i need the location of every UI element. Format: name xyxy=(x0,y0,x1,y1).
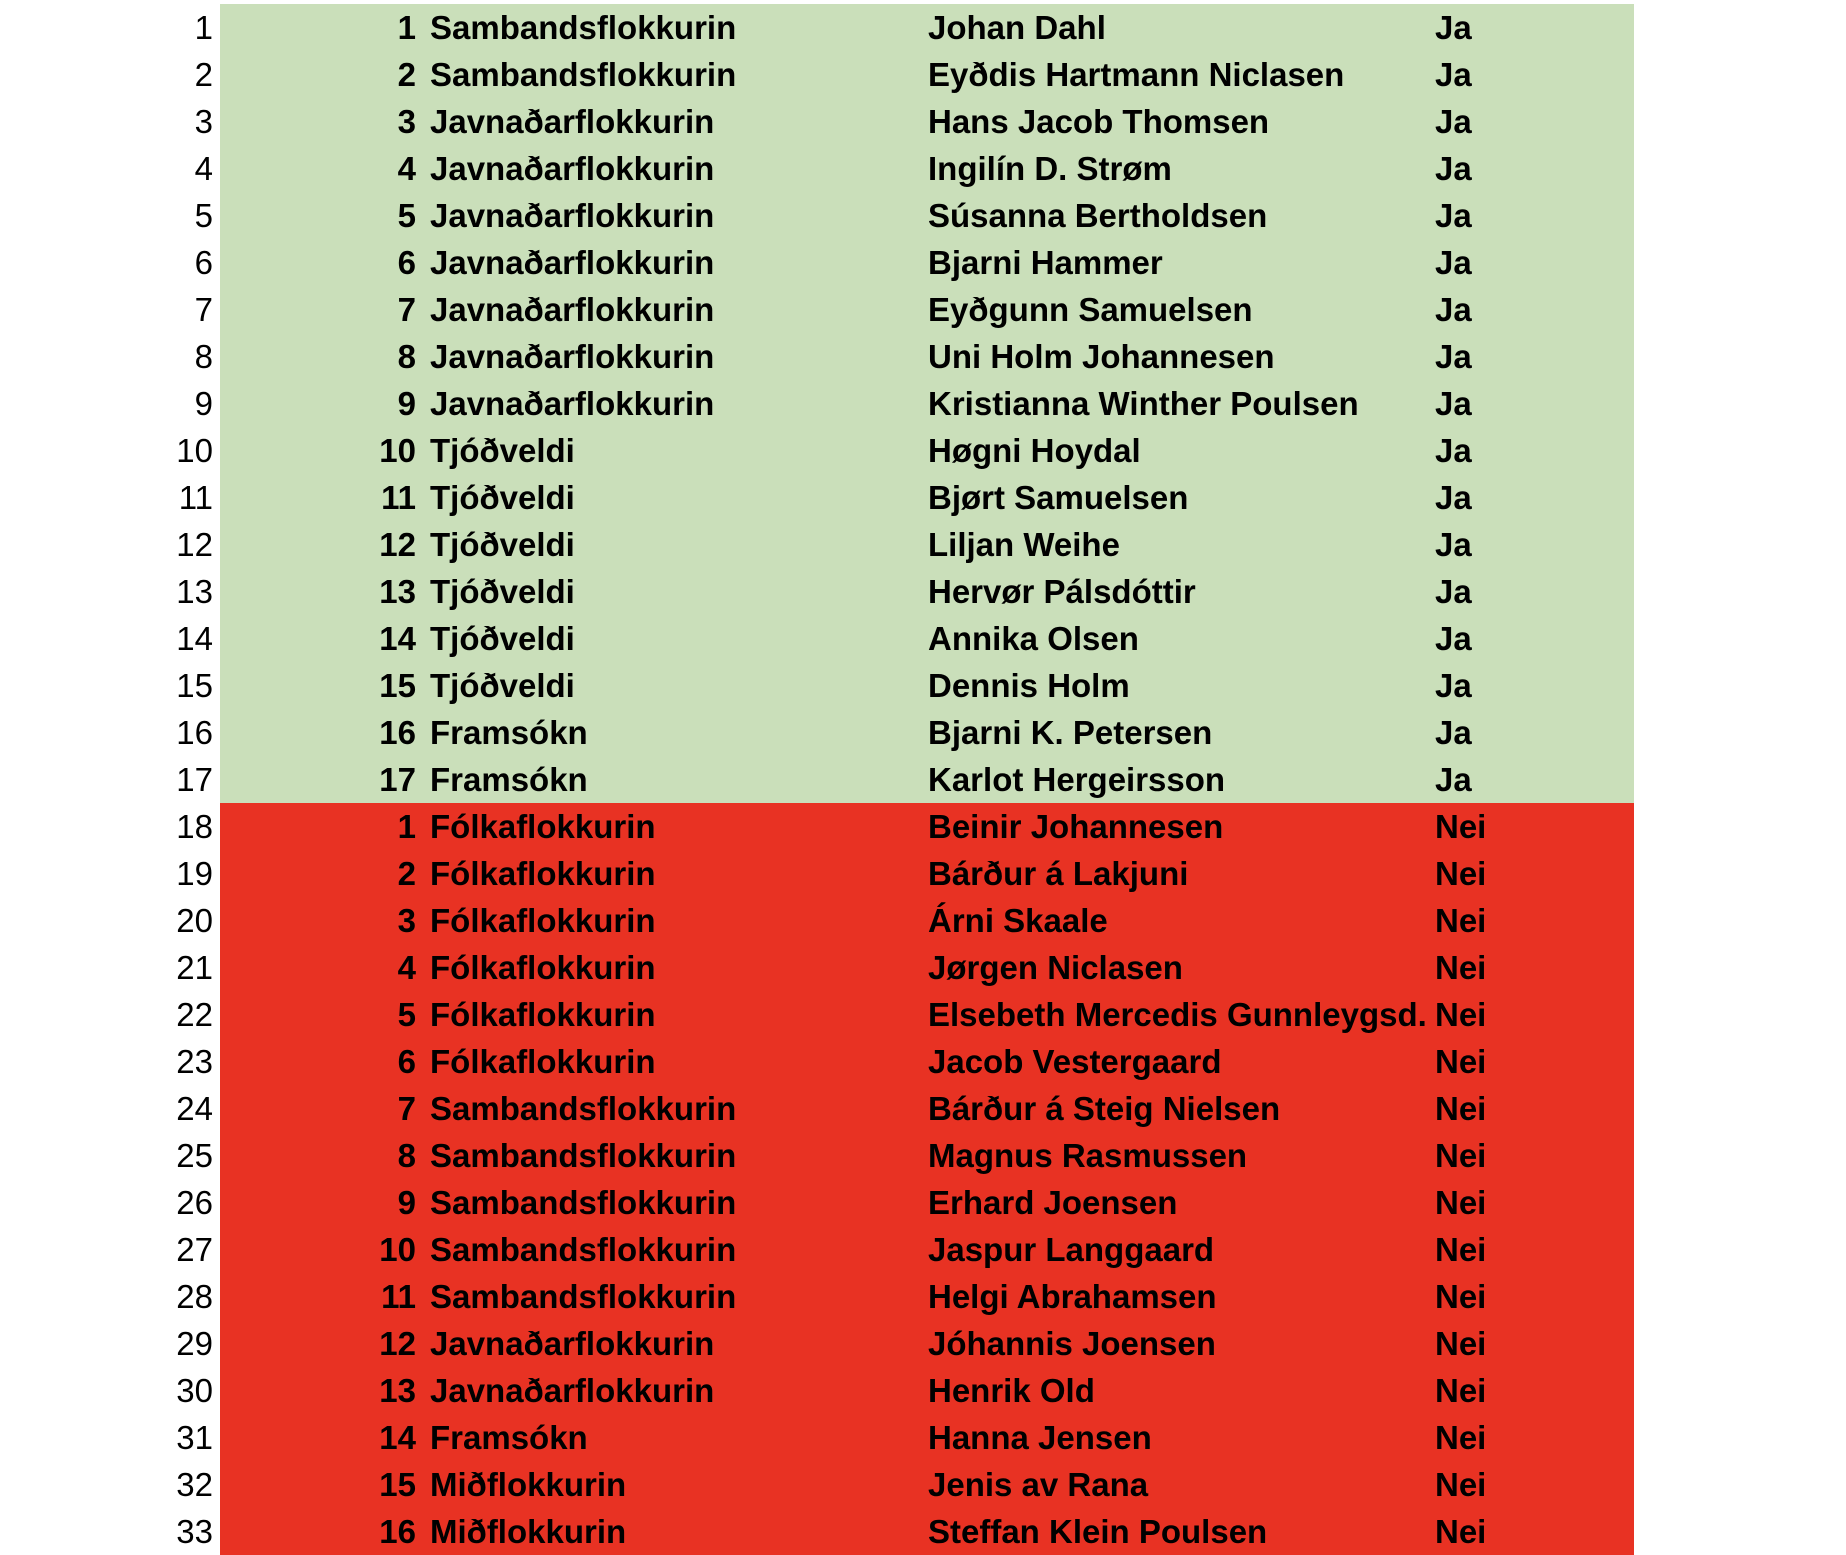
vote-cell: Nei xyxy=(1435,855,1487,892)
party-cell: Framsókn xyxy=(430,714,588,751)
table-row xyxy=(0,944,1846,991)
row-number: 16 xyxy=(176,714,213,751)
table-row xyxy=(0,1461,1846,1508)
rank-cell: 1 xyxy=(397,9,416,46)
party-cell: Tjóðveldi xyxy=(430,479,575,516)
rank-cell: 16 xyxy=(379,1513,416,1550)
row-number: 29 xyxy=(176,1325,213,1362)
row-number: 6 xyxy=(194,244,213,281)
rank-cell: 6 xyxy=(397,244,416,281)
vote-cell: Nei xyxy=(1435,1419,1487,1456)
table-row xyxy=(0,286,1846,333)
rank-cell: 5 xyxy=(397,996,416,1033)
vote-cell: Ja xyxy=(1435,714,1472,751)
table-row xyxy=(0,803,1846,850)
party-cell: Miðflokkurin xyxy=(430,1466,627,1503)
party-cell: Sambandsflokkurin xyxy=(430,1231,737,1268)
name-cell: Karlot Hergeirsson xyxy=(928,761,1226,798)
party-cell: Javnaðarflokkurin xyxy=(430,1372,715,1409)
rank-cell: 8 xyxy=(397,338,416,375)
name-cell: Jóhannis Joensen xyxy=(928,1325,1216,1362)
rank-cell: 16 xyxy=(379,714,416,751)
rank-cell: 15 xyxy=(379,1466,416,1503)
row-number: 22 xyxy=(176,996,213,1033)
name-cell: Beinir Johannesen xyxy=(928,808,1224,845)
rank-cell: 1 xyxy=(397,808,416,845)
table-row xyxy=(0,615,1846,662)
rank-cell: 7 xyxy=(397,1090,416,1127)
party-cell: Javnaðarflokkurin xyxy=(430,103,715,140)
party-cell: Tjóðveldi xyxy=(430,620,575,657)
name-cell: Magnus Rasmussen xyxy=(928,1137,1248,1174)
rank-cell: 3 xyxy=(397,103,416,140)
party-cell: Tjóðveldi xyxy=(430,667,575,704)
name-cell: Erhard Joensen xyxy=(928,1184,1178,1221)
name-cell: Liljan Weihe xyxy=(928,526,1120,563)
rank-cell: 12 xyxy=(379,1325,416,1362)
row-number: 23 xyxy=(176,1043,213,1080)
party-cell: Sambandsflokkurin xyxy=(430,1090,737,1127)
table-row xyxy=(0,1038,1846,1085)
table-row xyxy=(0,521,1846,568)
rank-cell: 10 xyxy=(379,432,416,469)
rank-cell: 11 xyxy=(381,479,416,516)
name-cell: Jørgen Niclasen xyxy=(928,949,1183,986)
rank-cell: 10 xyxy=(379,1231,416,1268)
row-number: 1 xyxy=(194,9,213,46)
vote-cell: Ja xyxy=(1435,573,1472,610)
party-cell: Fólkaflokkurin xyxy=(430,949,656,986)
table-row xyxy=(0,662,1846,709)
rank-cell: 12 xyxy=(379,526,416,563)
vote-cell: Nei xyxy=(1435,808,1487,845)
rank-cell: 14 xyxy=(379,620,416,657)
table-row xyxy=(0,1226,1846,1273)
name-cell: Árni Skaale xyxy=(928,902,1108,939)
name-cell: Eyðdis Hartmann Niclasen xyxy=(928,56,1345,93)
name-cell: Súsanna Bertholdsen xyxy=(928,197,1268,234)
table-row xyxy=(0,192,1846,239)
party-cell: Fólkaflokkurin xyxy=(430,996,656,1033)
table-row xyxy=(0,897,1846,944)
name-cell: Kristianna Winther Poulsen xyxy=(928,385,1359,422)
table-row xyxy=(0,427,1846,474)
table-row xyxy=(0,850,1846,897)
name-cell: Steffan Klein Poulsen xyxy=(928,1513,1268,1550)
row-number: 30 xyxy=(176,1372,213,1409)
table-row xyxy=(0,756,1846,803)
table-row xyxy=(0,333,1846,380)
name-cell: Høgni Hoydal xyxy=(928,432,1141,469)
table-row xyxy=(0,1179,1846,1226)
party-cell: Javnaðarflokkurin xyxy=(430,385,715,422)
vote-cell: Ja xyxy=(1435,479,1472,516)
name-cell: Jacob Vestergaard xyxy=(928,1043,1222,1080)
rank-cell: 13 xyxy=(379,1372,416,1409)
vote-cell: Nei xyxy=(1435,1090,1487,1127)
table-row xyxy=(0,4,1846,51)
table-row xyxy=(0,474,1846,521)
row-number: 18 xyxy=(176,808,213,845)
rank-cell: 3 xyxy=(397,902,416,939)
vote-cell: Nei xyxy=(1435,1137,1487,1174)
party-cell: Framsókn xyxy=(430,1419,588,1456)
table-row xyxy=(0,568,1846,615)
rank-cell: 8 xyxy=(397,1137,416,1174)
party-cell: Sambandsflokkurin xyxy=(430,56,737,93)
vote-cell: Ja xyxy=(1435,667,1472,704)
name-cell: Elsebeth Mercedis Gunnleygsd. xyxy=(928,996,1427,1033)
name-cell: Bárður á Lakjuni xyxy=(928,855,1189,892)
name-cell: Hervør Pálsdóttir xyxy=(928,573,1196,610)
row-number: 32 xyxy=(176,1466,213,1503)
name-cell: Bárður á Steig Nielsen xyxy=(928,1090,1281,1127)
rank-cell: 15 xyxy=(379,667,416,704)
vote-cell: Nei xyxy=(1435,1372,1487,1409)
rank-cell: 5 xyxy=(397,197,416,234)
name-cell: Ingilín D. Strøm xyxy=(928,150,1172,187)
table-row xyxy=(0,239,1846,286)
vote-cell: Nei xyxy=(1435,1043,1487,1080)
table-row xyxy=(0,1367,1846,1414)
vote-cell: Nei xyxy=(1435,1184,1487,1221)
vote-cell: Nei xyxy=(1435,1278,1487,1315)
rank-cell: 9 xyxy=(397,385,416,422)
row-number: 11 xyxy=(178,479,213,516)
party-cell: Fólkaflokkurin xyxy=(430,1043,656,1080)
vote-cell: Ja xyxy=(1435,291,1472,328)
party-cell: Javnaðarflokkurin xyxy=(430,291,715,328)
vote-cell: Ja xyxy=(1435,526,1472,563)
row-number: 2 xyxy=(194,56,213,93)
rank-cell: 2 xyxy=(397,56,416,93)
name-cell: Uni Holm Johannesen xyxy=(928,338,1275,375)
party-cell: Framsókn xyxy=(430,761,588,798)
vote-cell: Nei xyxy=(1435,1325,1487,1362)
rank-cell: 13 xyxy=(379,573,416,610)
vote-cell: Ja xyxy=(1435,9,1472,46)
vote-cell: Nei xyxy=(1435,1513,1487,1550)
name-cell: Henrik Old xyxy=(928,1372,1095,1409)
row-number: 19 xyxy=(176,855,213,892)
row-number: 24 xyxy=(176,1090,213,1127)
party-cell: Fólkaflokkurin xyxy=(430,808,656,845)
row-number: 4 xyxy=(194,150,213,187)
vote-cell: Ja xyxy=(1435,385,1472,422)
vote-cell: Nei xyxy=(1435,1231,1487,1268)
party-cell: Javnaðarflokkurin xyxy=(430,150,715,187)
party-cell: Javnaðarflokkurin xyxy=(430,338,715,375)
row-number: 15 xyxy=(176,667,213,704)
table-row xyxy=(0,1085,1846,1132)
party-cell: Tjóðveldi xyxy=(430,526,575,563)
table-row xyxy=(0,1320,1846,1367)
row-number: 20 xyxy=(176,902,213,939)
party-cell: Javnaðarflokkurin xyxy=(430,1325,715,1362)
vote-cell: Nei xyxy=(1435,949,1487,986)
vote-cell: Ja xyxy=(1435,432,1472,469)
party-cell: Javnaðarflokkurin xyxy=(430,197,715,234)
name-cell: Hans Jacob Thomsen xyxy=(928,103,1270,140)
name-cell: Johan Dahl xyxy=(928,9,1106,46)
row-number: 21 xyxy=(176,949,213,986)
rank-cell: 6 xyxy=(397,1043,416,1080)
rank-cell: 17 xyxy=(379,761,416,798)
party-cell: Fólkaflokkurin xyxy=(430,855,656,892)
row-number: 25 xyxy=(176,1137,213,1174)
vote-cell: Ja xyxy=(1435,103,1472,140)
table-row xyxy=(0,1273,1846,1320)
name-cell: Hanna Jensen xyxy=(928,1419,1152,1456)
name-cell: Bjørt Samuelsen xyxy=(928,479,1189,516)
table-row xyxy=(0,380,1846,427)
rank-cell: 11 xyxy=(381,1278,416,1315)
party-cell: Fólkaflokkurin xyxy=(430,902,656,939)
vote-cell: Ja xyxy=(1435,761,1472,798)
row-number: 10 xyxy=(176,432,213,469)
vote-cell: Nei xyxy=(1435,996,1487,1033)
row-number: 27 xyxy=(176,1231,213,1268)
table-row xyxy=(0,51,1846,98)
row-number: 33 xyxy=(176,1513,213,1550)
vote-cell: Ja xyxy=(1435,197,1472,234)
vote-cell: Nei xyxy=(1435,902,1487,939)
vote-cell: Ja xyxy=(1435,56,1472,93)
name-cell: Jaspur Langgaard xyxy=(928,1231,1215,1268)
name-cell: Jenis av Rana xyxy=(928,1466,1149,1503)
name-cell: Bjarni Hammer xyxy=(928,244,1163,281)
name-cell: Dennis Holm xyxy=(928,667,1130,704)
party-cell: Sambandsflokkurin xyxy=(430,9,737,46)
row-number: 12 xyxy=(176,526,213,563)
row-number: 3 xyxy=(194,103,213,140)
name-cell: Helgi Abrahamsen xyxy=(928,1278,1217,1315)
party-cell: Sambandsflokkurin xyxy=(430,1184,737,1221)
party-cell: Javnaðarflokkurin xyxy=(430,244,715,281)
table-row xyxy=(0,145,1846,192)
row-number: 31 xyxy=(176,1419,213,1456)
vote-cell: Nei xyxy=(1435,1466,1487,1503)
rank-cell: 7 xyxy=(397,291,416,328)
vote-cell: Ja xyxy=(1435,244,1472,281)
party-cell: Sambandsflokkurin xyxy=(430,1137,737,1174)
table-row xyxy=(0,1414,1846,1461)
row-number: 17 xyxy=(176,761,213,798)
row-number: 26 xyxy=(176,1184,213,1221)
rank-cell: 9 xyxy=(397,1184,416,1221)
vote-cell: Ja xyxy=(1435,150,1472,187)
row-number: 28 xyxy=(176,1278,213,1315)
table-row xyxy=(0,1132,1846,1179)
rank-cell: 4 xyxy=(397,949,416,986)
row-number: 13 xyxy=(176,573,213,610)
party-cell: Sambandsflokkurin xyxy=(430,1278,737,1315)
name-cell: Bjarni K. Petersen xyxy=(928,714,1213,751)
table-row xyxy=(0,1508,1846,1555)
rank-cell: 14 xyxy=(379,1419,416,1456)
row-number: 8 xyxy=(194,338,213,375)
row-number: 14 xyxy=(176,620,213,657)
vote-cell: Ja xyxy=(1435,338,1472,375)
vote-cell: Ja xyxy=(1435,620,1472,657)
name-cell: Eyðgunn Samuelsen xyxy=(928,291,1253,328)
party-cell: Miðflokkurin xyxy=(430,1513,627,1550)
row-number: 5 xyxy=(194,197,213,234)
table-row xyxy=(0,709,1846,756)
party-cell: Tjóðveldi xyxy=(430,432,575,469)
name-cell: Annika Olsen xyxy=(928,620,1139,657)
rank-cell: 4 xyxy=(397,150,416,187)
table-row xyxy=(0,98,1846,145)
table-row xyxy=(0,991,1846,1038)
row-number: 9 xyxy=(194,385,213,422)
party-cell: Tjóðveldi xyxy=(430,573,575,610)
row-number: 7 xyxy=(194,291,213,328)
rank-cell: 2 xyxy=(397,855,416,892)
